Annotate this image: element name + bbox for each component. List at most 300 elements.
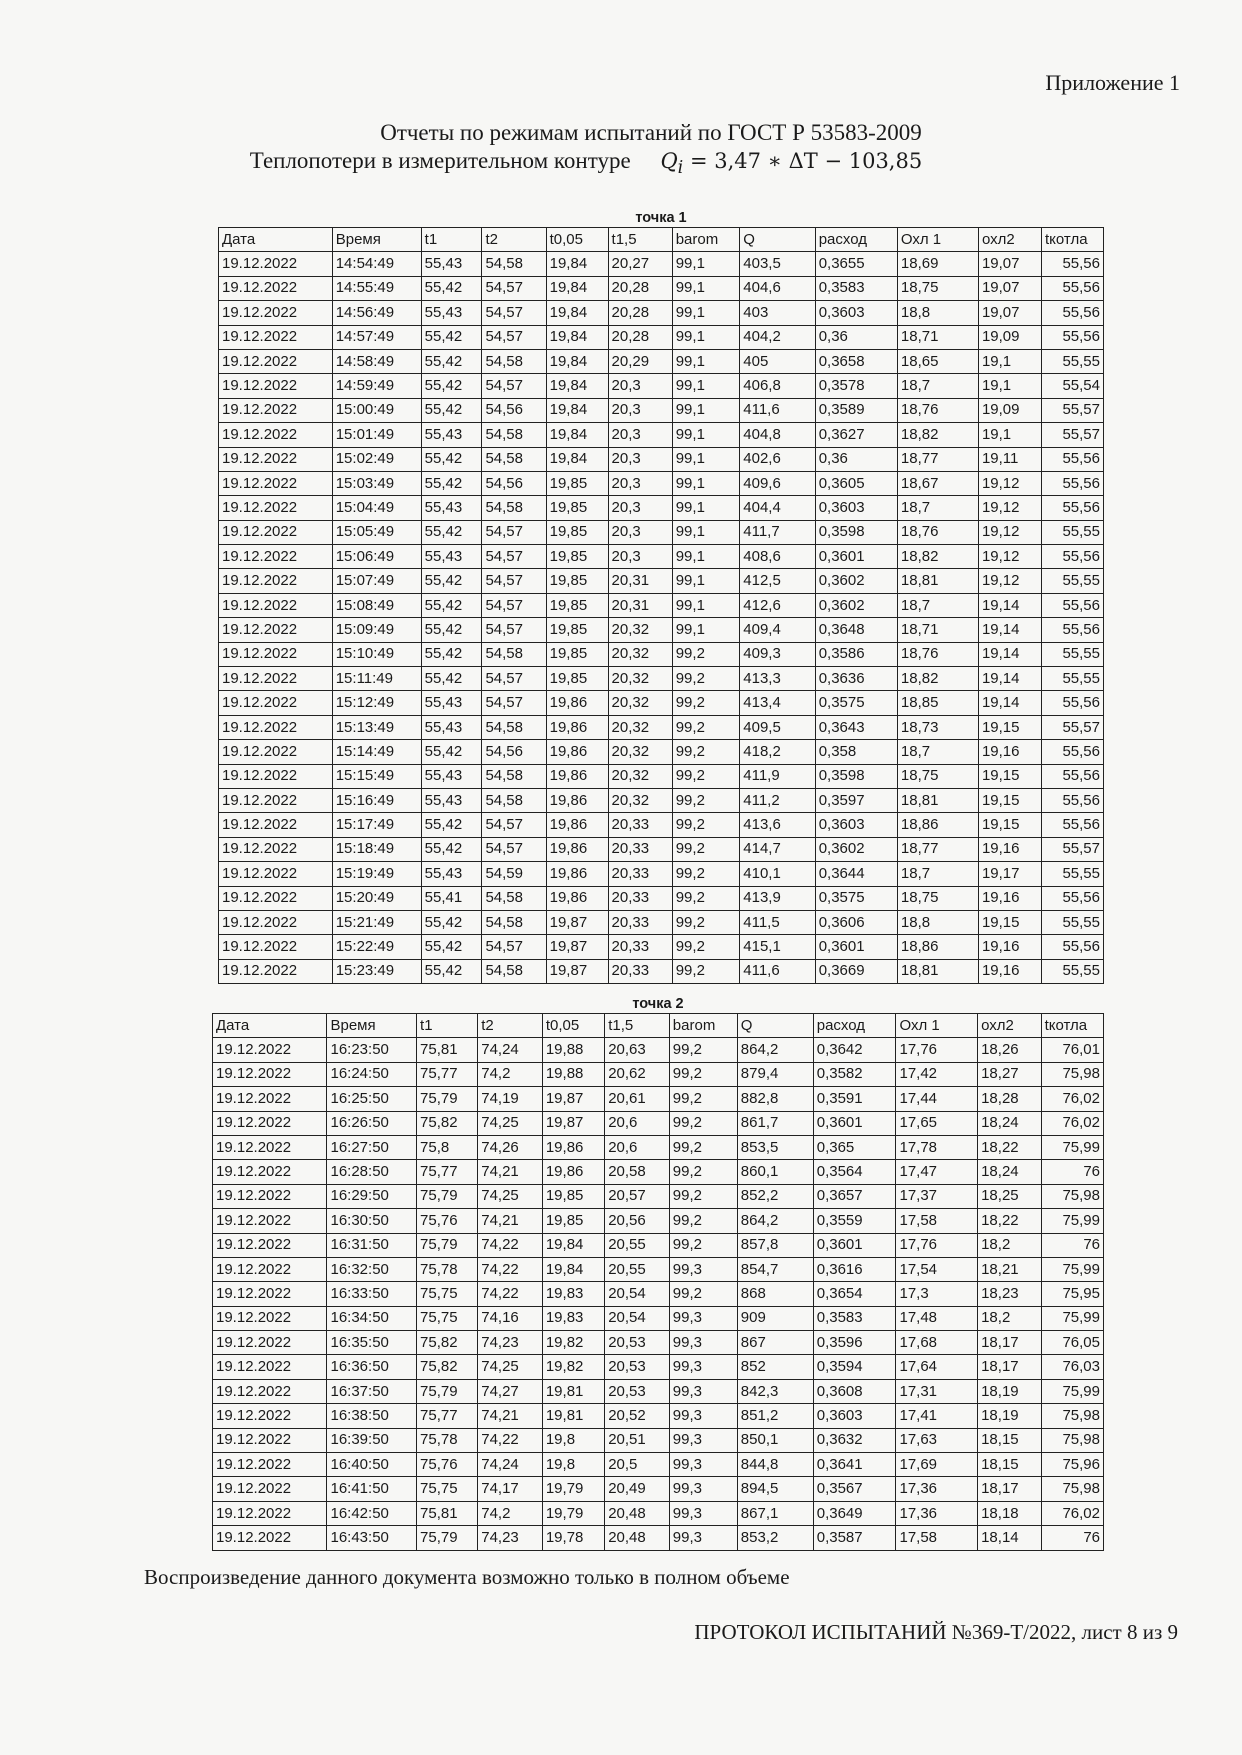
table-cell: 55,43 [421, 545, 482, 569]
table-cell: 0,3602 [815, 593, 897, 617]
table-cell: 55,42 [421, 398, 482, 422]
table-cell: 20,52 [605, 1404, 670, 1428]
table-cell: 75,99 [1041, 1135, 1103, 1159]
table-cell: 19.12.2022 [219, 374, 333, 398]
table-cell: 54,58 [482, 910, 546, 934]
table-cell: 19.12.2022 [213, 1379, 327, 1403]
table-cell: 99,1 [672, 447, 740, 471]
protocol-reference: ПРОТОКОЛ ИСПЫТАНИЙ №369-Т/2022, лист 8 из 9 [694, 1620, 1178, 1644]
table-cell: 0,3644 [815, 862, 897, 886]
table-row [213, 1062, 1104, 1086]
table-row [213, 1331, 1104, 1355]
table-cell: 54,57 [482, 691, 546, 715]
table-cell: 75,77 [417, 1160, 478, 1184]
column-header: t1,5 [605, 1014, 670, 1038]
table-cell: 19,84 [546, 349, 608, 373]
table-cell: 18,7 [897, 862, 978, 886]
table-cell: 19,87 [542, 1111, 604, 1135]
table-cell: 19,86 [546, 691, 608, 715]
table-cell: 0,3559 [813, 1209, 896, 1233]
table-cell: 99,2 [669, 1062, 737, 1086]
table-cell: 19,84 [546, 252, 608, 276]
table-cell: 54,57 [482, 813, 546, 837]
table-cell: 99,2 [672, 788, 740, 812]
table-caption: точка 2 [632, 996, 684, 1012]
table-cell: 0,3632 [813, 1428, 896, 1452]
table-cell: 18,76 [897, 642, 978, 666]
table-cell: 19.12.2022 [219, 959, 333, 983]
table-cell: 0,3601 [813, 1111, 896, 1135]
table-cell: 55,43 [421, 301, 482, 325]
table-cell: 75,98 [1041, 1184, 1103, 1208]
table-cell: 55,55 [1042, 520, 1104, 544]
table-cell: 55,42 [421, 349, 482, 373]
table-cell: 403 [740, 301, 815, 325]
table-cell: 842,3 [737, 1379, 813, 1403]
table-cell: 75,96 [1041, 1453, 1103, 1477]
table-cell: 20,33 [608, 862, 672, 886]
table-cell: 99,3 [669, 1453, 737, 1477]
table-cell: 99,2 [672, 740, 740, 764]
table-cell: 75,8 [417, 1135, 478, 1159]
table-cell: 19.12.2022 [213, 1477, 327, 1501]
table-cell: 20,31 [608, 569, 672, 593]
table-cell: 19.12.2022 [213, 1526, 327, 1550]
table-cell: 20,3 [608, 398, 672, 422]
title-block [0, 120, 1242, 178]
table-cell: 867,1 [737, 1501, 813, 1525]
column-header: tкотла [1042, 228, 1104, 252]
table-cell: 854,7 [737, 1257, 813, 1281]
table-cell: 99,1 [672, 569, 740, 593]
table-cell: 17,69 [896, 1453, 978, 1477]
column-header: t2 [478, 1014, 543, 1038]
table-cell: 18,26 [978, 1038, 1041, 1062]
table-cell: 15:08:49 [332, 593, 421, 617]
table-cell: 19.12.2022 [219, 471, 333, 495]
column-header: охл2 [978, 1014, 1041, 1038]
table-cell: 19,85 [546, 545, 608, 569]
table-cell: 16:33:50 [327, 1282, 417, 1306]
table-cell: 19,82 [542, 1355, 604, 1379]
table-cell: 99,3 [669, 1404, 737, 1428]
table-cell: 20,58 [605, 1160, 670, 1184]
table-cell: 19.12.2022 [219, 691, 333, 715]
table-cell: 19,17 [978, 862, 1041, 886]
table-cell: 55,55 [1042, 959, 1104, 983]
column-header: tкотла [1041, 1014, 1103, 1038]
table-cell: 18,75 [897, 276, 978, 300]
table-cell: 99,2 [672, 813, 740, 837]
table-cell: 99,3 [669, 1306, 737, 1330]
table-cell: 418,2 [740, 740, 815, 764]
table-cell: 55,43 [421, 862, 482, 886]
table-cell: 99,1 [672, 471, 740, 495]
table-row [219, 423, 1104, 447]
table-row [213, 1306, 1104, 1330]
table-cell: 413,3 [740, 667, 815, 691]
table-cell: 18,71 [897, 325, 978, 349]
table-cell: 20,63 [605, 1038, 670, 1062]
table-cell: 20,3 [608, 471, 672, 495]
table-cell: 894,5 [737, 1477, 813, 1501]
table-cell: 18,7 [897, 740, 978, 764]
table-cell: 20,3 [608, 520, 672, 544]
table-cell: 0,3605 [815, 471, 897, 495]
table-row [219, 935, 1104, 959]
table-row [213, 1355, 1104, 1379]
table-row [219, 862, 1104, 886]
table-cell: 411,7 [740, 520, 815, 544]
table-cell: 54,57 [482, 618, 546, 642]
column-header: Дата [219, 228, 333, 252]
table-cell: 19,86 [546, 886, 608, 910]
table-cell: 55,56 [1042, 471, 1104, 495]
table-cell: 0,3596 [813, 1331, 896, 1355]
table-row [219, 496, 1104, 520]
table-cell: 19,85 [546, 496, 608, 520]
table-cell: 99,2 [669, 1038, 737, 1062]
table-cell: 16:38:50 [327, 1404, 417, 1428]
table-cell: 17,64 [896, 1355, 978, 1379]
table-cell: 857,8 [737, 1233, 813, 1257]
table-cell: 19,86 [546, 813, 608, 837]
table-row [213, 1428, 1104, 1452]
table-row [219, 959, 1104, 983]
table-cell: 17,44 [896, 1087, 978, 1111]
table-cell: 0,3643 [815, 715, 897, 739]
table-cell: 55,56 [1042, 252, 1104, 276]
table-cell: 74,2 [478, 1062, 543, 1086]
table-cell: 20,3 [608, 374, 672, 398]
table-cell: 99,2 [669, 1209, 737, 1233]
table-cell: 55,42 [421, 740, 482, 764]
table-cell: 19,79 [542, 1477, 604, 1501]
table-cell: 412,5 [740, 569, 815, 593]
table-cell: 99,2 [669, 1087, 737, 1111]
table-point-2-wrap [212, 995, 1104, 1551]
table-cell: 54,57 [482, 667, 546, 691]
table-cell: 19,07 [978, 276, 1041, 300]
table-cell: 16:32:50 [327, 1257, 417, 1281]
table-row [213, 1453, 1104, 1477]
table-row [219, 252, 1104, 276]
column-header: t2 [482, 228, 546, 252]
table-row [219, 642, 1104, 666]
table-cell: 19,12 [978, 569, 1041, 593]
table-cell: 54,57 [482, 301, 546, 325]
table-cell: 55,56 [1042, 618, 1104, 642]
table-cell: 18,8 [897, 301, 978, 325]
table-cell: 18,73 [897, 715, 978, 739]
table-cell: 54,58 [482, 447, 546, 471]
table-cell: 19,12 [978, 496, 1041, 520]
table-cell: 17,41 [896, 1404, 978, 1428]
table-cell: 18,82 [897, 423, 978, 447]
table-cell: 20,5 [605, 1453, 670, 1477]
table-cell: 18,65 [897, 349, 978, 373]
table-cell: 15:23:49 [332, 959, 421, 983]
table-cell: 16:37:50 [327, 1379, 417, 1403]
column-header: t0,05 [546, 228, 608, 252]
table-cell: 54,57 [482, 569, 546, 593]
table-row [213, 1257, 1104, 1281]
table-row [219, 398, 1104, 422]
table-cell: 20,27 [608, 252, 672, 276]
table-cell: 18,2 [978, 1233, 1041, 1257]
table-cell: 17,48 [896, 1306, 978, 1330]
table-cell: 0,3582 [813, 1062, 896, 1086]
table-cell: 55,56 [1042, 813, 1104, 837]
table-cell: 413,4 [740, 691, 815, 715]
table-row [219, 276, 1104, 300]
table-cell: 75,95 [1041, 1282, 1103, 1306]
table-cell: 19,85 [546, 642, 608, 666]
table-cell: 19,81 [542, 1404, 604, 1428]
table-cell: 18,15 [978, 1428, 1041, 1452]
table-row [213, 1404, 1104, 1428]
table-cell: 19.12.2022 [213, 1062, 327, 1086]
table-cell: 55,42 [421, 325, 482, 349]
table-cell: 75,99 [1041, 1257, 1103, 1281]
table-cell: 0,3586 [815, 642, 897, 666]
column-header: Время [327, 1014, 417, 1038]
table-cell: 55,42 [421, 374, 482, 398]
table-cell: 99,1 [672, 374, 740, 398]
table-cell: 17,36 [896, 1477, 978, 1501]
table-cell: 19,07 [978, 301, 1041, 325]
table-cell: 17,37 [896, 1184, 978, 1208]
column-header: t1,5 [608, 228, 672, 252]
table-cell: 15:19:49 [332, 862, 421, 886]
table-cell: 55,57 [1042, 423, 1104, 447]
table-cell: 55,56 [1042, 276, 1104, 300]
column-header: Дата [213, 1014, 327, 1038]
table-cell: 19.12.2022 [219, 593, 333, 617]
table-cell: 74,21 [478, 1160, 543, 1184]
table-cell: 19,15 [978, 788, 1041, 812]
table-cell: 75,76 [417, 1209, 478, 1233]
table-cell: 55,56 [1042, 764, 1104, 788]
table-cell: 55,56 [1042, 740, 1104, 764]
table-cell: 409,5 [740, 715, 815, 739]
table-row [219, 910, 1104, 934]
table-cell: 55,56 [1042, 691, 1104, 715]
table-cell: 19,14 [978, 618, 1041, 642]
table-cell: 55,57 [1042, 837, 1104, 861]
column-header: barom [672, 228, 740, 252]
table-cell: 55,42 [421, 593, 482, 617]
table-cell: 16:24:50 [327, 1062, 417, 1086]
table-cell: 19,85 [546, 471, 608, 495]
table-cell: 54,58 [482, 788, 546, 812]
table-cell: 0,3603 [815, 301, 897, 325]
table-cell: 20,55 [605, 1257, 670, 1281]
table-cell: 850,1 [737, 1428, 813, 1452]
column-header: охл2 [978, 228, 1041, 252]
table-cell: 402,6 [740, 447, 815, 471]
table-cell: 19.12.2022 [213, 1087, 327, 1111]
table-cell: 74,26 [478, 1135, 543, 1159]
table-cell: 19,86 [546, 764, 608, 788]
table-cell: 18,77 [897, 837, 978, 861]
table-cell: 74,23 [478, 1331, 543, 1355]
table-row [219, 715, 1104, 739]
table-cell: 16:29:50 [327, 1184, 417, 1208]
table-cell: 54,56 [482, 398, 546, 422]
table-cell: 19,11 [978, 447, 1041, 471]
table-cell: 17,78 [896, 1135, 978, 1159]
table-cell: 0,3606 [815, 910, 897, 934]
table-cell: 20,32 [608, 715, 672, 739]
table-cell: 15:01:49 [332, 423, 421, 447]
table-cell: 55,54 [1042, 374, 1104, 398]
table-cell: 19,15 [978, 715, 1041, 739]
table-cell: 409,6 [740, 471, 815, 495]
table-cell: 19,87 [546, 910, 608, 934]
table-row [219, 886, 1104, 910]
table-row [219, 301, 1104, 325]
table-cell: 15:09:49 [332, 618, 421, 642]
table-cell: 0,3597 [815, 788, 897, 812]
table-row [219, 593, 1104, 617]
table-cell: 19.12.2022 [213, 1428, 327, 1452]
table-cell: 99,1 [672, 252, 740, 276]
table-cell: 19,16 [978, 837, 1041, 861]
table-cell: 75,98 [1041, 1404, 1103, 1428]
table-cell: 0,3658 [815, 349, 897, 373]
table-cell: 0,3583 [815, 276, 897, 300]
table-cell: 19.12.2022 [219, 667, 333, 691]
table-cell: 19,8 [542, 1453, 604, 1477]
table-cell: 99,1 [672, 276, 740, 300]
table-cell: 99,2 [672, 837, 740, 861]
table-cell: 19,84 [546, 276, 608, 300]
table-cell: 99,2 [669, 1160, 737, 1184]
table-cell: 55,43 [421, 691, 482, 715]
table-row [213, 1379, 1104, 1403]
table-row [219, 325, 1104, 349]
table-cell: 19.12.2022 [213, 1355, 327, 1379]
table-cell: 20,33 [608, 813, 672, 837]
table-cell: 864,2 [737, 1209, 813, 1233]
table-cell: 19,84 [546, 423, 608, 447]
table-cell: 18,24 [978, 1111, 1041, 1135]
table-cell: 20,51 [605, 1428, 670, 1452]
table-cell: 14:59:49 [332, 374, 421, 398]
table-cell: 20,57 [605, 1184, 670, 1208]
table-cell: 405 [740, 349, 815, 373]
table-row [213, 1477, 1104, 1501]
table-cell: 17,63 [896, 1428, 978, 1452]
table-cell: 15:21:49 [332, 910, 421, 934]
table-cell: 17,47 [896, 1160, 978, 1184]
table-cell: 19.12.2022 [213, 1111, 327, 1135]
table-cell: 18,2 [978, 1306, 1041, 1330]
table-cell: 75,77 [417, 1062, 478, 1086]
table-cell: 19,78 [542, 1526, 604, 1550]
table-cell: 18,19 [978, 1379, 1041, 1403]
table-cell: 99,1 [672, 545, 740, 569]
table-cell: 99,1 [672, 349, 740, 373]
table-cell: 18,27 [978, 1062, 1041, 1086]
table-cell: 15:03:49 [332, 471, 421, 495]
table-cell: 75,75 [417, 1282, 478, 1306]
table-row [213, 1038, 1104, 1062]
table-cell: 0,3642 [813, 1038, 896, 1062]
table-cell: 0,3587 [813, 1526, 896, 1550]
table-cell: 18,14 [978, 1526, 1041, 1550]
table-cell: 404,4 [740, 496, 815, 520]
table-cell: 18,69 [897, 252, 978, 276]
column-header: Время [332, 228, 421, 252]
table-cell: 19,16 [978, 959, 1041, 983]
table-cell: 19.12.2022 [219, 325, 333, 349]
table-cell: 54,58 [482, 349, 546, 373]
table-cell: 861,7 [737, 1111, 813, 1135]
column-header: расход [813, 1014, 896, 1038]
table-cell: 19,85 [546, 618, 608, 642]
table-cell: 19.12.2022 [213, 1233, 327, 1257]
table-cell: 20,49 [605, 1477, 670, 1501]
table-cell: 0,3598 [815, 520, 897, 544]
table-cell: 20,32 [608, 740, 672, 764]
table-cell: 19,83 [542, 1306, 604, 1330]
table-cell: 18,25 [978, 1184, 1041, 1208]
table-cell: 20,54 [605, 1282, 670, 1306]
table-cell: 18,75 [897, 886, 978, 910]
table-cell: 54,58 [482, 642, 546, 666]
table-cell: 19.12.2022 [213, 1501, 327, 1525]
table-cell: 0,365 [813, 1135, 896, 1159]
table-cell: 19,84 [546, 447, 608, 471]
table-cell: 19,85 [542, 1184, 604, 1208]
table-cell: 55,56 [1042, 545, 1104, 569]
table-cell: 19,09 [978, 398, 1041, 422]
table-cell: 54,57 [482, 276, 546, 300]
table-cell: 15:22:49 [332, 935, 421, 959]
table-row [213, 1160, 1104, 1184]
table-cell: 75,82 [417, 1331, 478, 1355]
table-cell: 19,09 [978, 325, 1041, 349]
table-cell: 17,58 [896, 1209, 978, 1233]
table-cell: 0,358 [815, 740, 897, 764]
table-cell: 75,99 [1041, 1209, 1103, 1233]
table-cell: 868 [737, 1282, 813, 1306]
table-cell: 18,75 [897, 764, 978, 788]
table-cell: 54,58 [482, 886, 546, 910]
table-cell: 16:34:50 [327, 1306, 417, 1330]
table-cell: 99,3 [669, 1477, 737, 1501]
table-cell: 19,86 [542, 1160, 604, 1184]
column-header: расход [815, 228, 897, 252]
table-cell: 17,42 [896, 1062, 978, 1086]
table-cell: 19.12.2022 [219, 935, 333, 959]
heat-loss-formula [660, 149, 923, 179]
table-cell: 16:40:50 [327, 1453, 417, 1477]
table-cell: 55,43 [421, 423, 482, 447]
table-cell: 55,55 [1042, 569, 1104, 593]
table-cell: 0,3575 [815, 691, 897, 715]
table-cell: 414,7 [740, 837, 815, 861]
table-cell: 0,3564 [813, 1160, 896, 1184]
table-cell: 18,85 [897, 691, 978, 715]
table-cell: 19,12 [978, 545, 1041, 569]
table-cell: 20,6 [605, 1111, 670, 1135]
table-cell: 17,65 [896, 1111, 978, 1135]
table-row [213, 1501, 1104, 1525]
column-header: t0,05 [542, 1014, 604, 1038]
